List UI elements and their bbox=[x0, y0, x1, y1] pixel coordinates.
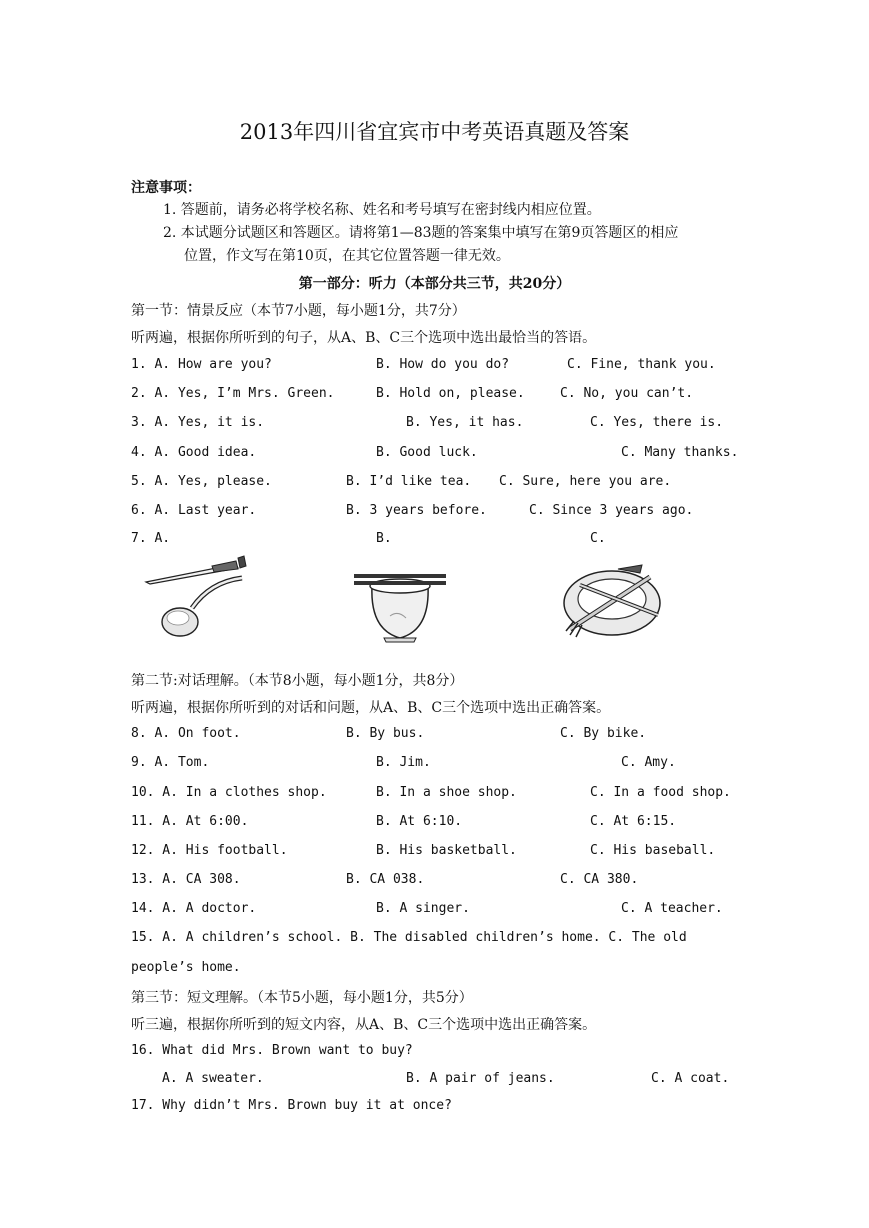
q11-b: B. At 6:10. bbox=[376, 814, 463, 829]
q10-b: B. In a shoe shop. bbox=[376, 785, 517, 800]
q9-a: 9. A. Tom. bbox=[131, 755, 210, 770]
q16-question: 16. What did Mrs. Brown want to buy? bbox=[131, 1043, 413, 1058]
q4-a: 4. A. Good idea. bbox=[131, 445, 257, 460]
q13-a: 13. A. CA 308. bbox=[131, 872, 241, 887]
q9-b: B. Jim. bbox=[376, 755, 431, 770]
q8-a: 8. A. On foot. bbox=[131, 726, 241, 741]
q15-line2: people’s home. bbox=[131, 960, 241, 975]
q17-question: 17. Why didn’t Mrs. Brown buy it at once? bbox=[131, 1098, 452, 1113]
q16-a: A. A sweater. bbox=[162, 1071, 264, 1086]
q16-b: B. A pair of jeans. bbox=[406, 1071, 555, 1086]
q12-b: B. His basketball. bbox=[376, 843, 517, 858]
section3-instruction: 听三遍，根据你所听到的短文内容，从A、B、C三个选项中选出正确答案。 bbox=[131, 1017, 597, 1033]
q14-a: 14. A. A doctor. bbox=[131, 901, 257, 916]
notice-item-2a: 2. 本试题分试题区和答题区。请将第1—83题的答案集中填写在第9页答题区的相应 bbox=[163, 225, 679, 241]
section3-heading: 第三节：短文理解。（本节5小题，每小题1分，共5分） bbox=[131, 990, 473, 1006]
part1-heading: 第一部分：听力（本部分共三节，共20分） bbox=[298, 276, 571, 292]
q2-b: B. Hold on, please. bbox=[376, 386, 525, 401]
q1-b: B. How do you do? bbox=[376, 357, 510, 372]
q1-c: C. Fine, thank you. bbox=[567, 357, 716, 372]
q9-c: C. Amy. bbox=[621, 755, 676, 770]
q11-c: C. At 6:15. bbox=[590, 814, 677, 829]
section2-instruction: 听两遍，根据你所听到的对话和问题，从A、B、C三个选项中选出正确答案。 bbox=[131, 700, 611, 716]
bowl-and-chopsticks-image bbox=[350, 560, 450, 645]
q11-a: 11. A. At 6:00. bbox=[131, 814, 249, 829]
q7-a: 7. A. bbox=[131, 531, 171, 546]
q14-c: C. A teacher. bbox=[621, 901, 723, 916]
q3-c: C. Yes, there is. bbox=[590, 415, 724, 430]
notice-item-2b: 位置，作文写在第10页，在其它位置答题一律无效。 bbox=[184, 248, 510, 264]
notice-item-1: 1. 答题前，请务必将学校名称、姓名和考号填写在密封线内相应位置。 bbox=[163, 202, 601, 218]
q7-b: B. bbox=[376, 531, 392, 546]
q3-a: 3. A. Yes, it is. bbox=[131, 415, 265, 430]
q12-a: 12. A. His football. bbox=[131, 843, 288, 858]
q7-c: C. bbox=[590, 531, 606, 546]
q10-c: C. In a food shop. bbox=[590, 785, 731, 800]
q4-b: B. Good luck. bbox=[376, 445, 478, 460]
q16-c: C. A coat. bbox=[651, 1071, 730, 1086]
q2-c: C. No, you can’t. bbox=[560, 386, 694, 401]
q15-line1: 15. A. A children’s school. B. The disabled children’s home. C. The old bbox=[131, 930, 687, 945]
q1-a: 1. A. How are you? bbox=[131, 357, 272, 372]
q5-b: B. I’d like tea. bbox=[346, 474, 472, 489]
q14-b: B. A singer. bbox=[376, 901, 470, 916]
plate-with-fork-and-knife-image bbox=[560, 555, 665, 640]
q13-b: B. CA 038. bbox=[346, 872, 425, 887]
q13-c: C. CA 380. bbox=[560, 872, 639, 887]
q12-c: C. His baseball. bbox=[590, 843, 716, 858]
q10-a: 10. A. In a clothes shop. bbox=[131, 785, 327, 800]
q5-a: 5. A. Yes, please. bbox=[131, 474, 272, 489]
section2-heading: 第二节:对话理解。（本节8小题，每小题1分，共8分） bbox=[131, 673, 464, 689]
q6-b: B. 3 years before. bbox=[346, 503, 487, 518]
notice-heading: 注意事项： bbox=[131, 180, 201, 196]
q8-c: C. By bike. bbox=[560, 726, 647, 741]
page-title: 2013年四川省宜宾市中考英语真题及答案 bbox=[239, 120, 630, 144]
knife-and-ladle-image bbox=[140, 552, 250, 642]
q3-b: B. Yes, it has. bbox=[406, 415, 524, 430]
q4-c: C. Many thanks. bbox=[621, 445, 739, 460]
section1-heading: 第一节：情景反应（本节7小题，每小题1分，共7分） bbox=[131, 303, 466, 319]
q6-c: C. Since 3 years ago. bbox=[529, 503, 694, 518]
q5-c: C. Sure, here you are. bbox=[499, 474, 672, 489]
section1-instruction: 听两遍，根据你所听到的句子，从A、B、C三个选项中选出最恰当的答语。 bbox=[131, 330, 597, 346]
q6-a: 6. A. Last year. bbox=[131, 503, 257, 518]
q2-a: 2. A. Yes, I’m Mrs. Green. bbox=[131, 386, 335, 401]
q8-b: B. By bus. bbox=[346, 726, 425, 741]
